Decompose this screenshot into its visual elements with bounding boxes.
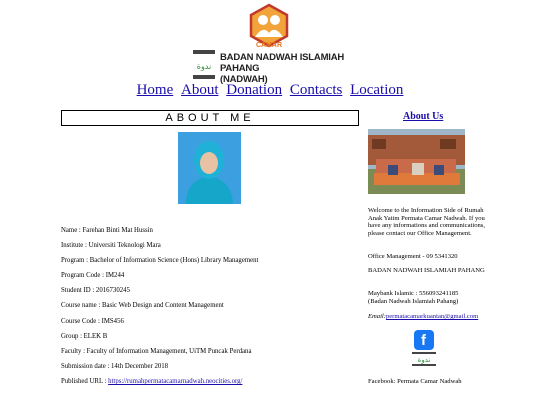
org-name: BADAN NADWAH ISLAMIAH PAHANG [368,267,485,274]
about-me-heading: ABOUT ME [61,110,359,126]
camar-logo [246,3,292,49]
detail-program: Program : Bachelor of Information Science (Hons) Library Management [61,257,259,264]
welcome-text: Welcome to the Information Side of Rumah Anak Yatim Permata Camar Nadwah. If you have any informations and communications, please contact our Office Management. [368,207,486,237]
bank-line2: (Badan Nadwah Islamiah Pahang) [368,298,459,305]
org-banner [193,50,353,85]
profile-photo [178,132,241,204]
nav-about-link[interactable]: About [181,82,219,98]
nav-home-link[interactable]: Home [136,82,174,98]
email-label: Email: [368,313,386,320]
banner-arabic: ندوة [196,62,212,71]
detail-name: Name : Farehan Binti Mat Hussin [61,227,153,234]
email-line [368,313,498,321]
detail-group: Group : ELEK B [61,333,108,340]
banner-title-line2: (NADWAH) [220,74,268,85]
published-url-label: Published URL : [61,378,109,385]
detail-faculty: Faculty : Faculty of Information Management, UiTM Puncak Perdana [61,348,252,355]
published-url-link[interactable]: https://rumahpermatacamarnadwah.neocities.org/ [108,378,243,385]
nadwah-logo-icon [412,352,436,366]
logo-caption: CAMAR [255,42,283,49]
facebook-text: Facebook: Permata Camar Nadwah [368,378,462,385]
nav-donation-link[interactable]: Donation [226,82,283,98]
nav-contacts-link[interactable]: Contacts [289,82,343,98]
bank-line1: Maybank Islamic : 556093241185 [368,290,459,297]
detail-program-code: Program Code : IM244 [61,272,125,279]
detail-course-code: Course Code : IMS456 [61,318,124,325]
office-phone: Office Management - 09 5341320 [368,253,458,260]
banner-title-line1: BADAN NADWAH ISLAMIAH PAHANG [220,52,345,74]
detail-institute: Institute : Universiti Teknologi Mara [61,242,161,249]
facebook-icon[interactable]: f [414,330,434,350]
nadwah-mark-icon [193,50,215,79]
detail-course-name: Course name : Basic Web Design and Content Management [61,302,224,309]
nav-location-link[interactable]: Location [350,82,404,98]
group-photo [368,129,465,194]
detail-submission-date: Submission date : 14th December 2018 [61,363,169,370]
email-link[interactable]: permatacamarkuantan@gmail.com [385,313,479,320]
main-nav [0,82,540,99]
detail-published-url [61,378,242,385]
detail-student-id: Student ID : 2016730245 [61,287,130,294]
nadwah-icon-arabic: ندوة [417,356,431,364]
about-us-link[interactable]: About Us [403,111,444,122]
